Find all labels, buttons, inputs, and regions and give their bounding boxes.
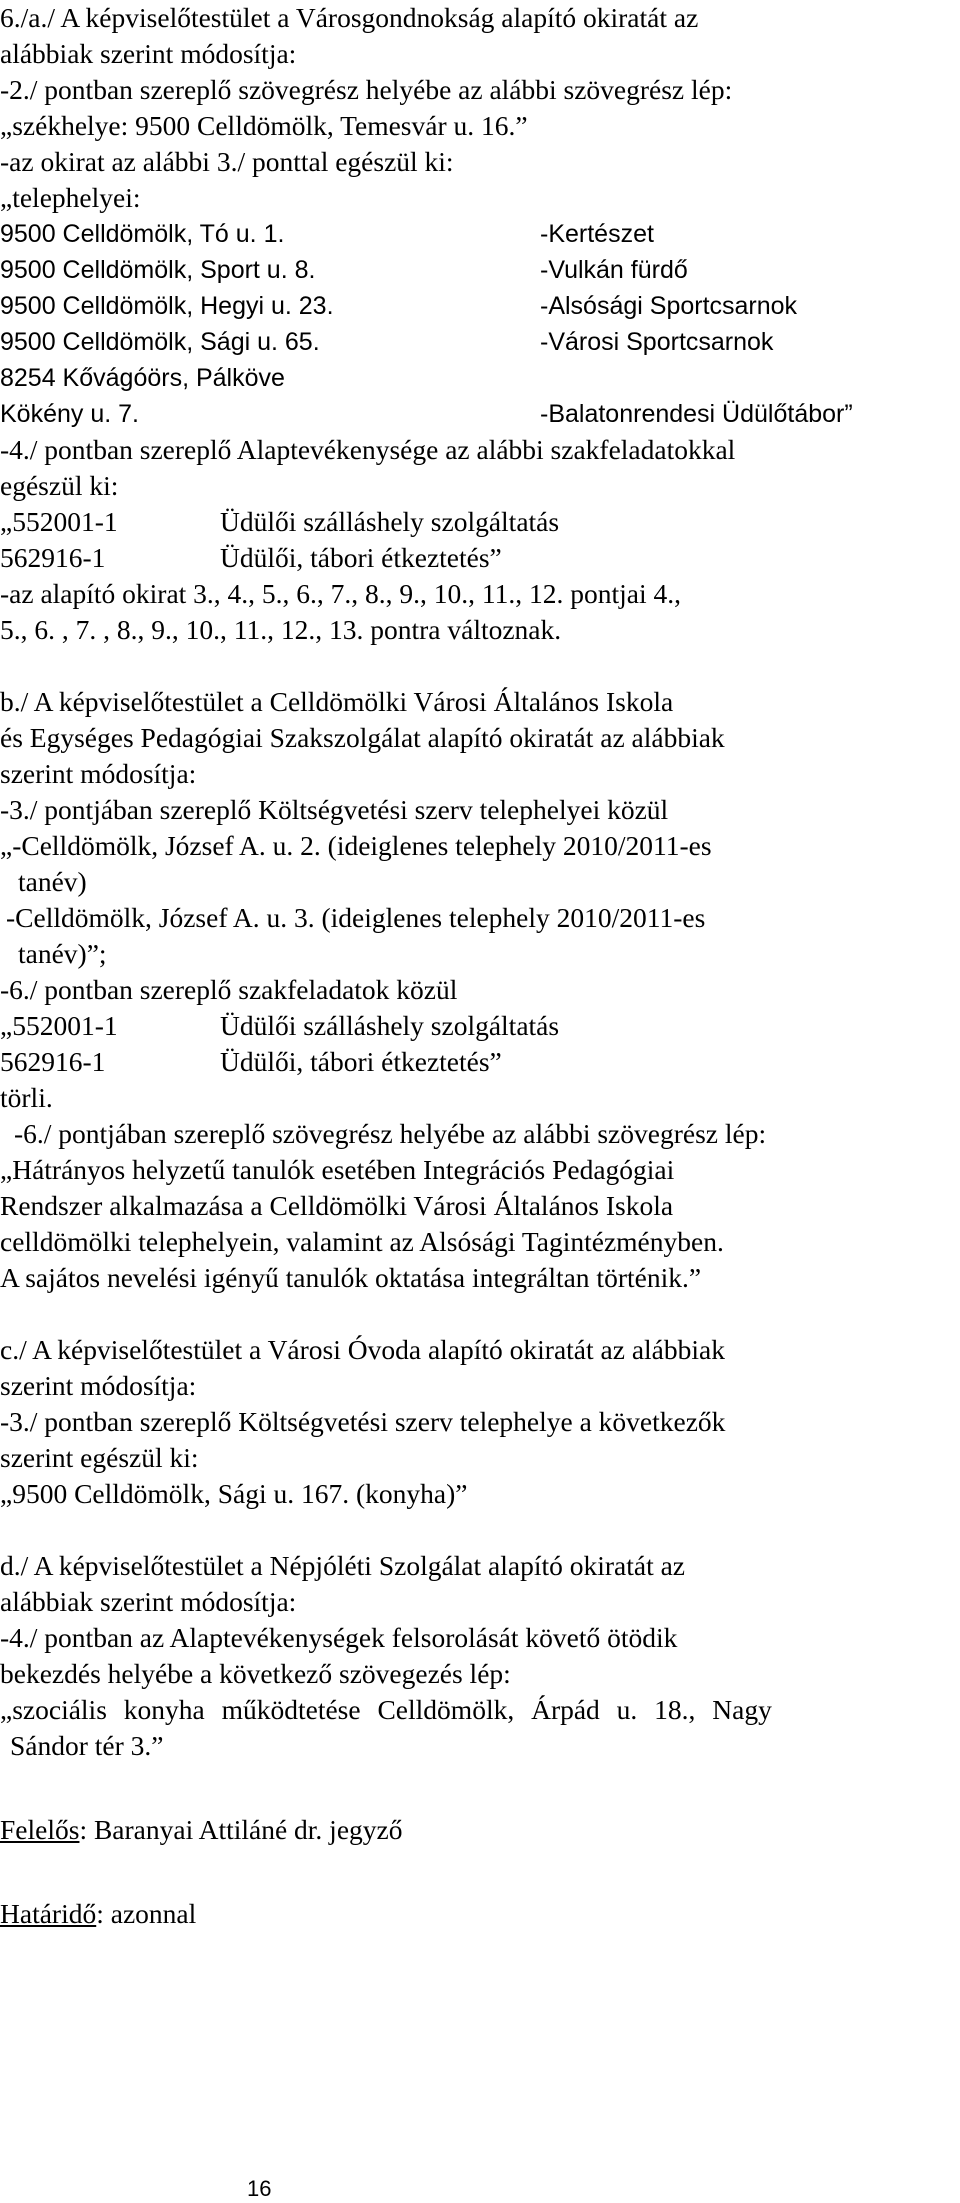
section-d-line-2: alábbiak szerint módosítja:	[0, 1586, 297, 1617]
section-a-line-5: -az okirat az alábbi 3./ ponttal egészül ki:	[0, 146, 454, 177]
section-b-line-8: tanév)”;	[18, 938, 107, 969]
site-address: 9500 Celldömölk, Hegyi u. 23.	[0, 292, 334, 320]
section-a-line-10: 5., 6. , 7. , 8., 9., 10., 11., 12., 13. pontra változnak.	[0, 614, 562, 645]
section-b-line-9: -6./ pontban szereplő szakfeladatok közül	[0, 974, 458, 1005]
site-name: -Városi Sportcsarnok	[540, 328, 774, 356]
section-a-line-7: -4./ pontban szereplő Alaptevékenysége az alábbi szakfeladatokkal	[0, 434, 736, 465]
section-b-line-11: -6./ pontjában szereplő szövegrész helyébe az alábbi szövegrész lép:	[14, 1118, 767, 1149]
section-a-line-9: -az alapító okirat 3., 4., 5., 6., 7., 8., 9., 10., 11., 12. pontjai 4.,	[0, 578, 682, 609]
site-address: 9500 Celldömölk, Sport u. 8.	[0, 256, 316, 284]
section-c-line-2: szerint módosítja:	[0, 1370, 197, 1401]
site-address: Kökény u. 7.	[0, 400, 139, 428]
section-b-line-10: törli.	[0, 1082, 53, 1113]
site-name: -Vulkán fürdő	[540, 256, 688, 284]
section-d-line-5: „szociális konyha működtetése Celldömölk, Árpád u. 18., Nagy	[0, 1694, 772, 1725]
activity-desc: Üdülői, tábori étkeztetés”	[220, 542, 502, 573]
section-b-line-5: „-Celldömölk, József A. u. 2. (ideiglenes telephely 2010/2011-es	[0, 830, 712, 861]
section-a-line-1: 6./a./ A képviselőtestület a Városgondnokság alapító okiratát az	[0, 2, 699, 33]
section-b-line-6: tanév)	[18, 866, 87, 897]
section-c-line-3: -3./ pontban szereplő Költségvetési szerv telephelye a következők	[0, 1406, 726, 1437]
page-number: 16	[247, 2176, 272, 2201]
site-name: -Balatonrendesi Üdülőtábor”	[540, 400, 853, 428]
section-d-line-4: bekezdés helyébe a következő szövegezés lép:	[0, 1658, 511, 1689]
section-b-line-3: szerint módosítja:	[0, 758, 197, 789]
section-d-line-1: d./ A képviselőtestület a Népjóléti Szolgálat alapító okiratát az	[0, 1550, 686, 1581]
activity-desc: Üdülői szálláshely szolgáltatás	[220, 1010, 560, 1041]
section-c-line-4: szerint egészül ki:	[0, 1442, 199, 1473]
activity-code: „552001-1	[0, 1010, 118, 1041]
activity-desc: Üdülői szálláshely szolgáltatás	[220, 506, 560, 537]
section-b-line-1: b./ A képviselőtestület a Celldömölki Városi Általános Iskola	[0, 686, 674, 717]
activity-code: 562916-1	[0, 1046, 106, 1077]
section-b-line-15: A sajátos nevelési igényű tanulók oktatása integráltan történik.”	[0, 1262, 702, 1293]
section-d-line-3: -4./ pontban az Alaptevékenységek felsorolását követő ötödik	[0, 1622, 678, 1653]
section-a-line-6: „telephelyei:	[0, 182, 141, 213]
responsible-label: Felelős	[0, 1814, 80, 1845]
deadline-value: : azonnal	[96, 1898, 197, 1929]
section-b-line-14: celldömölki telephelyein, valamint az Alsósági Tagintézményben.	[0, 1226, 724, 1257]
section-b-line-13: Rendszer alkalmazása a Celldömölki Városi Általános Iskola	[0, 1190, 674, 1221]
section-d-line-6: Sándor tér 3.”	[10, 1730, 164, 1761]
responsible-line	[0, 1812, 402, 1848]
site-name: -Kertészet	[540, 220, 654, 248]
deadline-line	[0, 1896, 196, 1932]
section-c-line-5: „9500 Celldömölk, Sági u. 167. (konyha)”	[0, 1478, 468, 1509]
section-a-line-2: alábbiak szerint módosítja:	[0, 38, 297, 69]
site-address: 9500 Celldömölk, Tó u. 1.	[0, 220, 285, 248]
activity-code: 562916-1	[0, 542, 106, 573]
section-b-line-12: „Hátrányos helyzetű tanulók esetében Integrációs Pedagógiai	[0, 1154, 675, 1185]
section-a-line-4: „székhelye: 9500 Celldömölk, Temesvár u. 16.”	[0, 110, 528, 141]
section-c-line-1: c./ A képviselőtestület a Városi Óvoda alapító okiratát az alábbiak	[0, 1334, 725, 1365]
site-address: 8254 Kővágóörs, Pálköve	[0, 364, 285, 392]
section-b-line-4: -3./ pontjában szereplő Költségvetési szerv telephelyei közül	[0, 794, 669, 825]
site-address: 9500 Celldömölk, Sági u. 65.	[0, 328, 320, 356]
activity-desc: Üdülői, tábori étkeztetés”	[220, 1046, 502, 1077]
section-b-line-7: -Celldömölk, József A. u. 3. (ideiglenes telephely 2010/2011-es	[6, 902, 706, 933]
section-b-line-2: és Egységes Pedagógiai Szakszolgálat alapító okiratát az alábbiak	[0, 722, 725, 753]
site-name: -Alsósági Sportcsarnok	[540, 292, 798, 320]
section-a-line-8: egészül ki:	[0, 470, 119, 501]
deadline-label: Határidő	[0, 1898, 97, 1929]
activity-code: „552001-1	[0, 506, 118, 537]
responsible-value: : Baranyai Attiláné dr. jegyző	[79, 1814, 403, 1845]
section-a-line-3: -2./ pontban szereplő szövegrész helyébe az alábbi szövegrész lép:	[0, 74, 733, 105]
